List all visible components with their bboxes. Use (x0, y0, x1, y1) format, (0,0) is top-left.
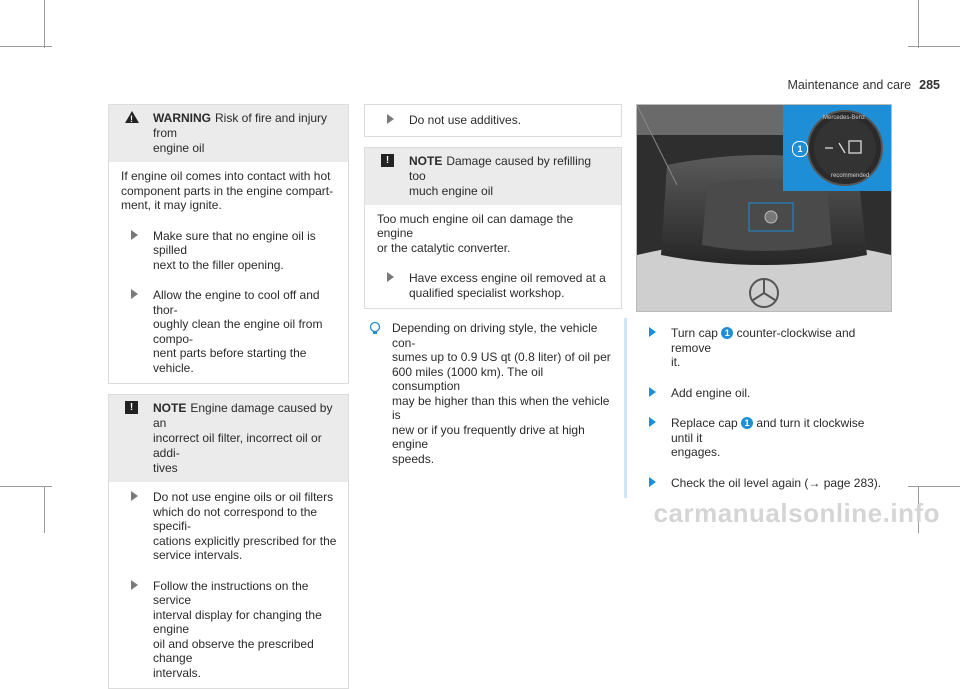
note-icon: ! (125, 401, 138, 414)
crop-mark (908, 486, 960, 487)
column-2 (364, 104, 622, 466)
cap-brand-text: Mercedes-Benz (823, 115, 866, 121)
arrow-bullet-icon (649, 417, 656, 427)
arrow-bullet-icon (131, 289, 138, 299)
arrow-bullet-icon (387, 114, 394, 124)
text-line: Have excess engine oil removed at a (409, 271, 606, 285)
lightbulb-icon (368, 321, 382, 335)
step-replace-cap (624, 408, 894, 468)
note-title-cont: incorrect oil filter, incorrect oil or addi- (153, 431, 322, 460)
warning-body (109, 162, 348, 221)
arrow-bullet-icon (649, 327, 656, 337)
step-check-level (624, 468, 894, 499)
text-line: sumes up to 0.9 US qt (0.8 liter) of oil per (392, 350, 611, 364)
callout-1-badge: 1 (741, 417, 753, 429)
crop-mark (44, 486, 45, 533)
crop-mark (908, 46, 960, 47)
tip-block (364, 321, 622, 466)
text-span: engages. (671, 445, 721, 459)
callout-1-badge: 1 (792, 141, 808, 157)
note-title: Damage caused by refilling too (409, 153, 592, 183)
text-line: speeds. (392, 451, 435, 466)
warning-header (109, 105, 348, 162)
text-line: nent parts before starting the vehicle. (153, 346, 307, 375)
step-add-oil (624, 378, 894, 409)
watermark: carmanualsonline.info (653, 498, 940, 528)
text-span: Turn cap (671, 326, 718, 340)
text-line: new or if you frequently drive at high engine (392, 422, 585, 451)
warning-title: Risk of fire and injury from (153, 111, 328, 140)
note-step (109, 571, 348, 689)
text-line: qualified specialist workshop. (409, 285, 565, 300)
arrow-bullet-icon (649, 387, 656, 397)
arrow-bullet-icon (131, 230, 138, 240)
warning-step (109, 280, 348, 383)
text-line: Do not use engine oils or oil filters (153, 490, 334, 504)
text-span: Add engine oil. (671, 385, 751, 400)
callout-1-badge: 1 (721, 327, 733, 339)
text-line: Allow the engine to cool off and thor- (153, 288, 320, 317)
oil-cap-inset (783, 105, 891, 191)
text-line: interval display for changing the engine (153, 607, 322, 636)
text-line: oil and observe the prescribed change (153, 636, 314, 665)
note-title-cont: much engine oil (409, 183, 494, 198)
note-header (109, 395, 348, 482)
text-line: If engine oil comes into contact with hot (121, 169, 331, 183)
crop-mark (44, 0, 45, 48)
step-turn-cap (624, 318, 894, 378)
page-number: 285 (919, 78, 940, 92)
text-line: Depending on driving style, the vehicle con- (392, 321, 598, 350)
warning-step (109, 221, 348, 281)
text-line: may be higher than this when the vehicle is (392, 393, 610, 422)
text-line: intervals. (153, 665, 202, 680)
text-line: component parts in the engine compart- (121, 183, 334, 198)
crop-mark (918, 0, 919, 48)
text-line: Do not use additives. (409, 113, 522, 127)
note-box (108, 394, 349, 689)
text-line: or the catalytic converter. (377, 240, 511, 255)
text-line: service intervals. (153, 548, 243, 562)
text-line: cations explicitly prescribed for the (153, 533, 337, 548)
text-line: next to the filler opening. (153, 257, 284, 272)
note-step (109, 482, 348, 571)
arrow-bullet-icon (131, 580, 138, 590)
engine-bay-photo (636, 104, 892, 312)
text-line: ment, it may ignite. (121, 198, 222, 212)
text-line: oughly clean the engine oil from compo- (153, 317, 323, 346)
text-span: counter-clockwise and remove (671, 326, 856, 355)
text-span: and turn it clockwise until it (671, 416, 865, 445)
text-line: which do not correspond to the specifi- (153, 504, 318, 533)
note-title: Engine damage caused by an (153, 401, 333, 430)
note-body (365, 205, 621, 264)
cap-recommended-text: recommended (831, 173, 870, 179)
warning-label: WARNING (153, 111, 211, 125)
warning-box (108, 104, 349, 384)
page-reference-link[interactable]: Check the oil level again (→ page 283). (671, 475, 882, 490)
text-line: 600 miles (1000 km). The oil consumption (392, 364, 544, 393)
arrow-bullet-icon (131, 491, 138, 501)
note-label: NOTE (153, 401, 187, 415)
text-line: Follow the instructions on the service (153, 578, 309, 607)
note-icon: ! (381, 154, 394, 167)
arrow-bullet-icon (387, 272, 394, 282)
text-span: Replace cap (671, 416, 738, 430)
note-box (364, 147, 622, 310)
column-3-steps (624, 318, 894, 498)
page-header (787, 78, 940, 92)
text-line: Too much engine oil can damage the engine (377, 211, 574, 240)
arrow-bullet-icon (649, 477, 656, 487)
note-title-cont: tives (153, 461, 178, 475)
text-span: it. (671, 355, 681, 369)
text-line: Make sure that no engine oil is spilled (153, 228, 316, 257)
additives-step (364, 104, 622, 137)
column-1 (108, 104, 349, 689)
note-label: NOTE (409, 153, 443, 168)
section-title: Maintenance and care (787, 78, 912, 92)
note-header (365, 148, 621, 205)
note-step (365, 263, 621, 308)
warning-title-cont: engine oil (153, 141, 205, 155)
warning-triangle-icon (125, 111, 139, 123)
